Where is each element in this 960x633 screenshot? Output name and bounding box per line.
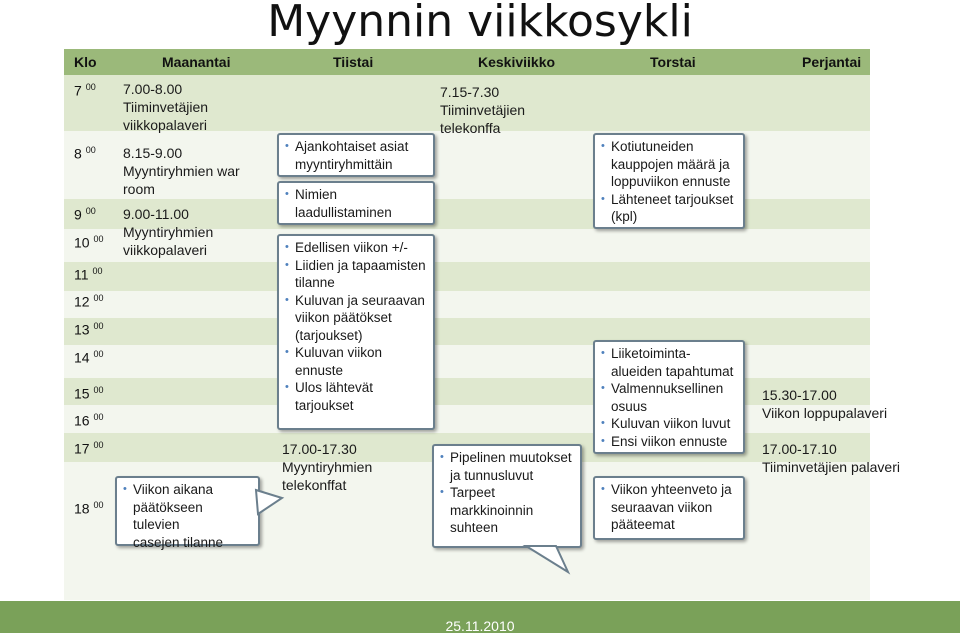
time-label [74,82,96,99]
callout-bullet [440,484,574,537]
bullet-line: • Liiketoiminta- [611,346,691,361]
time-label [74,500,103,517]
event-line: Myyntiryhmien war [123,163,240,179]
callout-bullet [601,138,737,191]
callout-bullet [601,415,737,433]
time-label [74,385,103,402]
time-hour: 14 [74,349,90,366]
time-minutes: 00 [85,206,96,216]
bullet-line: • Pipelinen muutokset [450,450,572,465]
monday-event-1 [123,80,208,134]
schedule-row [64,291,870,318]
monday-callout [115,476,260,550]
bullet-line: tarjoukset [295,397,354,413]
time-label [74,145,96,162]
footer-date: 25.11.2010 [445,618,515,633]
bullet-line: • Liidien ja tapaamisten [295,257,426,273]
callout-bullet [285,138,427,173]
event-line: 7.15-7.30 [440,84,500,100]
time-minutes: 00 [93,293,104,303]
thursday-callout-1 [593,133,745,229]
header-tuesday: Tiistai [333,54,374,70]
event-line: 7.00-8.00 [123,81,183,97]
callout-tail [250,484,290,554]
callout-bullet [285,257,427,292]
callout-bullet [601,380,737,415]
callout-bullet [601,481,737,534]
bullet-line: (kpl) [611,209,638,224]
page-title: Myynnin viikkosykli [267,0,693,47]
schedule-row [64,318,870,345]
time-hour: 9 [74,206,82,223]
thursday-callout-2 [593,340,745,454]
time-minutes: 00 [93,385,104,395]
bullet-line: ja tunnusluvut [450,467,534,483]
bullet-line: (tarjoukset) [295,327,363,343]
callout-bullet [285,186,427,221]
schedule-row [64,378,870,405]
time-minutes: 00 [85,82,96,92]
bullet-line: laadullistaminen [295,204,392,220]
thursday-callout-3 [593,476,745,540]
event-line: Myyntiryhmien [282,459,373,475]
bullet-line: suhteen [450,520,499,535]
callout-tail [520,540,580,580]
bullet-line: seuraavan viikon [611,499,713,515]
callout-bullet [601,345,737,380]
time-hour: 11 [74,266,89,283]
bullet-line: • Lähteneet tarjoukset [611,191,734,207]
time-minutes: 00 [93,440,104,450]
event-line: 9.00-11.00 [123,206,189,222]
wednesday-event-1 [440,83,525,137]
event-line: viikkopalaveri [123,117,208,133]
bullet-line: päätökseen tulevien [133,499,203,532]
wednesday-callout [432,444,582,548]
time-hour: 17 [74,440,90,457]
callout-bullet [285,344,427,379]
time-label [74,206,96,223]
time-minutes: 00 [93,412,104,422]
bullet-line: tilanne [295,275,335,290]
event-line: Myyntiryhmien [123,224,214,240]
time-hour: 7 [74,82,82,99]
time-label [74,321,103,338]
bullet-line: casejen tilanne [133,534,224,550]
header-thursday: Torstai [650,54,696,70]
schedule-row [64,262,870,291]
bullet-line: markkinoinnin [450,502,534,518]
event-line: 17.00-17.30 [282,441,357,457]
time-hour: 16 [74,412,90,429]
callout-bullet [440,449,574,484]
time-minutes: 00 [93,234,104,244]
time-minutes: 00 [93,349,104,359]
bullet-line: • Nimien [295,187,338,202]
event-line: room [123,181,155,197]
bullet-line: • Edellisen viikon +/- [295,240,408,255]
bullet-line: • Valmennuksellinen [611,381,724,396]
bullet-line: • Tarpeet [450,485,496,500]
bullet-line: viikon päätökset [295,310,392,325]
callout-bullet [285,292,427,345]
bullet-line: • Kotiutuneiden [611,139,694,154]
event-line: telekonffat [282,477,347,493]
tuesday-event-1 [282,440,372,494]
bullet-line: • Kuluvan ja seuraavan [295,292,425,308]
bullet-line: ennuste [295,362,344,378]
header-friday: Perjantai [802,54,862,70]
time-minutes: 00 [85,145,96,155]
bullet-line: • Kuluvan viikon luvut [611,416,731,431]
bullet-line: • Ensi viikon ennuste [611,433,728,449]
header-monday: Maanantai [162,54,231,70]
tuesday-callout-2 [277,181,435,225]
monday-event-3 [123,205,213,259]
event-line: Viikon loppupalaveri [762,405,888,421]
bullet-line: • Viikon aikana [133,482,214,497]
event-line: Tiiminvetäjien [440,102,526,118]
event-line: telekonffa [440,120,501,136]
callout-bullet [601,191,737,226]
bullet-line: loppuviikon ennuste [611,174,731,189]
time-label [74,440,103,457]
bullet-line: kauppojen määrä ja [611,156,730,172]
friday-event-1 [762,386,887,422]
callout-bullet [601,433,737,451]
time-hour: 18 [74,500,90,517]
bullet-line: • Ulos lähtevät [295,380,374,395]
callout-bullet [285,379,427,414]
time-hour: 15 [74,385,90,402]
callout-bullet [285,239,427,257]
event-line: viikkopalaveri [123,242,208,258]
time-label [74,349,103,366]
header-klo: Klo [74,54,97,70]
event-line: 15.30-17.00 [762,387,837,403]
time-hour: 13 [74,321,90,338]
event-line: Tiiminvetäjien palaveri [762,459,900,475]
header-wednesday: Keskiviikko [478,54,556,70]
tuesday-callout-3 [277,234,435,430]
time-hour: 12 [74,293,90,310]
time-hour: 8 [74,145,82,162]
time-label [74,412,103,429]
callout-bullet [123,481,252,551]
event-line: 8.15-9.00 [123,145,183,161]
bullet-line: myyntiryhmittäin [295,156,393,172]
bullet-line: osuus [611,398,648,414]
time-label [74,234,103,251]
bullet-line: pääteemat [611,517,675,532]
time-label [74,293,103,310]
schedule-row [64,405,870,433]
time-minutes: 00 [93,500,104,510]
time-minutes: 00 [92,266,103,276]
bullet-line: alueiden tapahtumat [611,363,734,379]
bullet-line: • Kuluvan viikon [295,345,383,360]
schedule-row [64,345,870,378]
bullet-line: • Viikon yhteenveto ja [611,482,732,497]
event-line: Tiiminvetäjien [123,99,209,115]
time-minutes: 00 [93,321,104,331]
tuesday-callout-1 [277,133,435,177]
friday-event-2 [762,440,900,476]
monday-event-2 [123,144,240,198]
time-label [74,266,102,283]
event-line: 17.00-17.10 [762,441,837,457]
time-hour: 10 [74,234,90,251]
bullet-line: • Ajankohtaiset asiat [295,139,409,154]
